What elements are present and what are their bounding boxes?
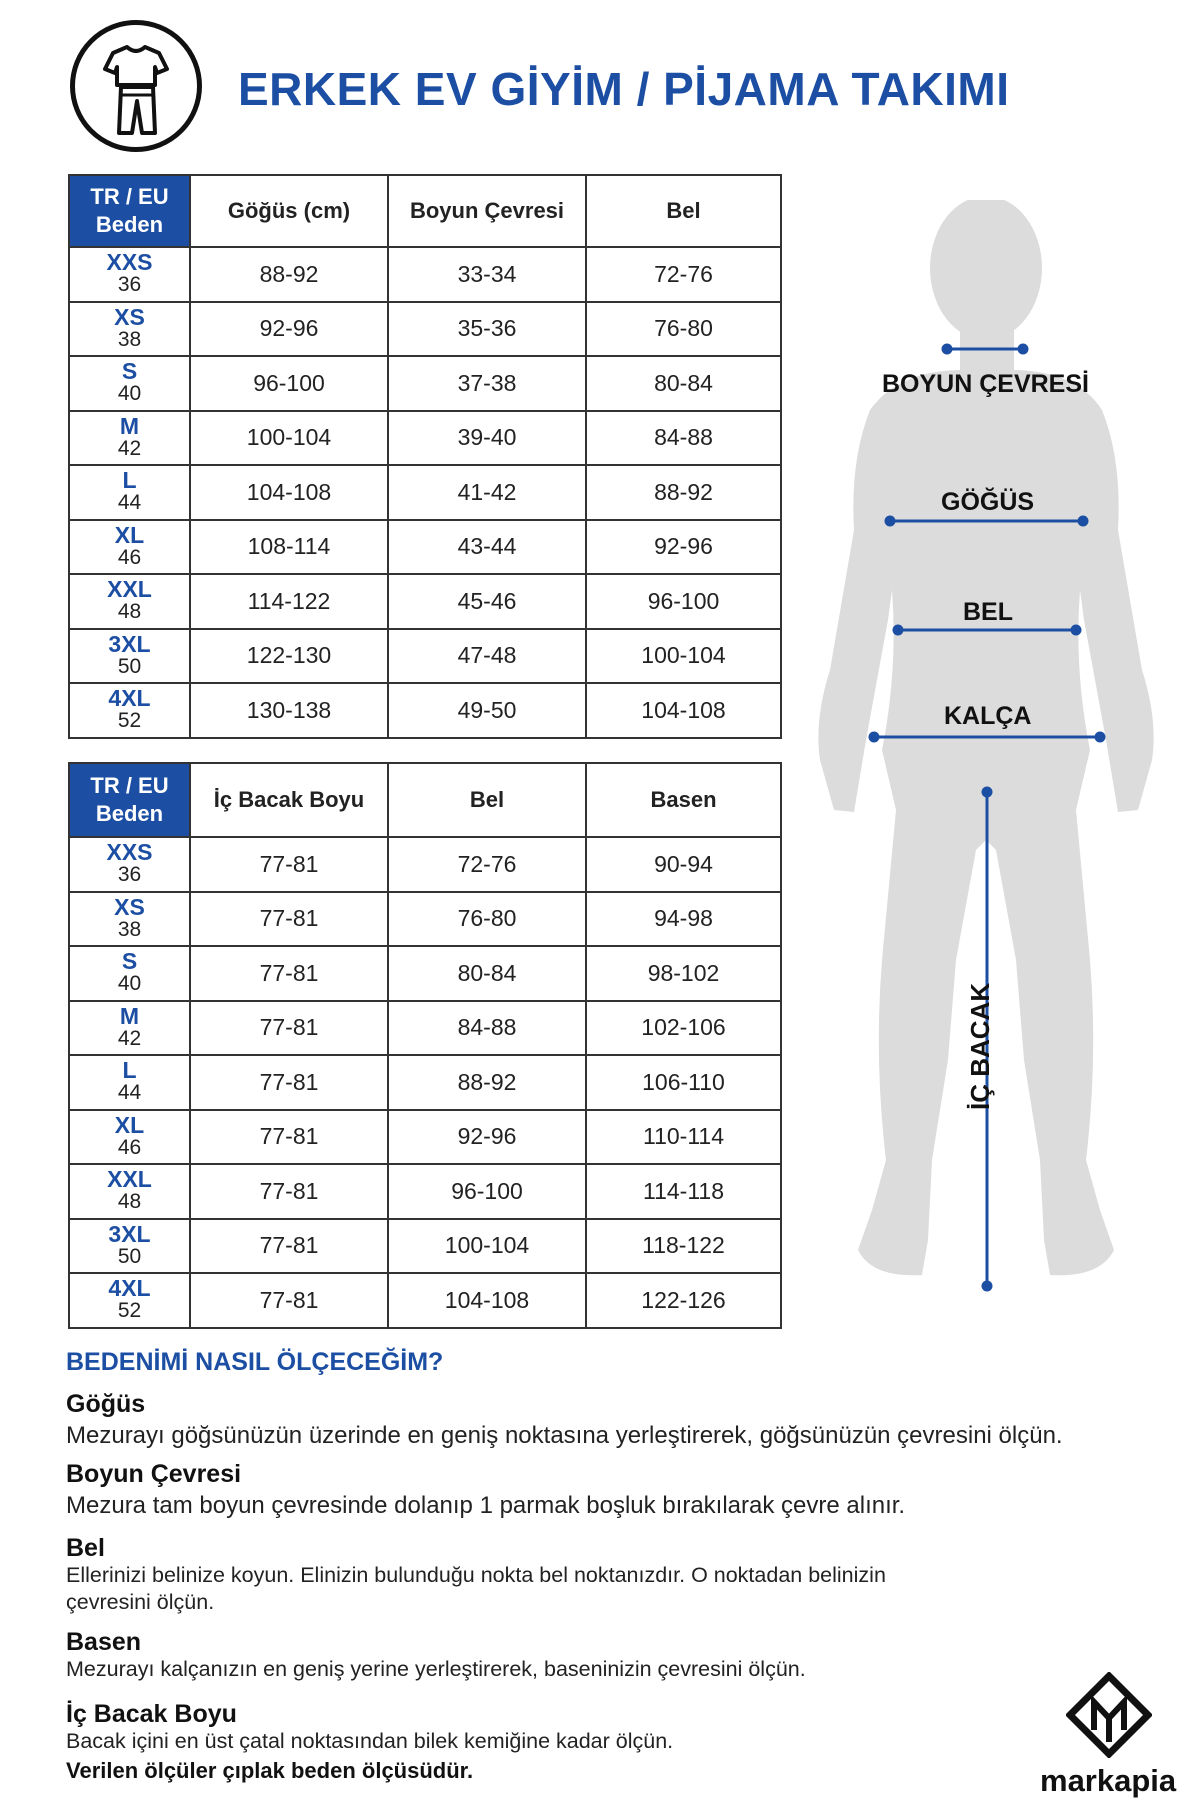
table-cell: 76-80 <box>586 302 781 357</box>
size-number: 48 <box>117 600 142 624</box>
table-cell: 77-81 <box>190 1001 388 1056</box>
table-cell: 49-50 <box>388 683 586 738</box>
table-cell: 104-108 <box>586 683 781 738</box>
size-number: 48 <box>117 1190 142 1214</box>
size-number: 40 <box>117 382 142 406</box>
size-number: 36 <box>117 863 142 887</box>
guide-waist-heading: Bel <box>66 1534 105 1562</box>
table-cell: 92-96 <box>190 302 388 357</box>
size-label: L <box>122 1057 137 1084</box>
size-label: M <box>119 1002 140 1029</box>
table-cell: 92-96 <box>586 520 781 575</box>
size-cell <box>69 946 190 1001</box>
size-label: 4XL <box>108 685 151 712</box>
guide-chest-text: Mezurayı göğsünüzün üzerinde en geniş noktasına yerleştirerek, göğsünüzün çevresini ölçün. <box>66 1422 1063 1449</box>
size-label: XL <box>114 1111 145 1138</box>
size-cell <box>69 683 190 738</box>
guide-inseam-text: Bacak içini en üst çatal noktasından bilek kemiğine kadar ölçün. <box>66 1729 674 1753</box>
table-cell: 84-88 <box>586 411 781 466</box>
table-cell: 39-40 <box>388 411 586 466</box>
bottom-size-table <box>68 762 782 1329</box>
table-cell: 98-102 <box>586 946 781 1001</box>
size-cell <box>69 574 190 629</box>
table-cell: 96-100 <box>190 356 388 411</box>
size-label: 4XL <box>108 1275 151 1302</box>
table-cell: 90-94 <box>586 837 781 892</box>
guide-chest-heading: Göğüs <box>66 1390 146 1418</box>
table-cell: 80-84 <box>388 946 586 1001</box>
table-cell: 43-44 <box>388 520 586 575</box>
size-label: 3XL <box>108 630 151 657</box>
size-number: 52 <box>117 709 142 733</box>
table-cell: 77-81 <box>190 1110 388 1165</box>
table-cell: 76-80 <box>388 892 586 947</box>
table-cell: 130-138 <box>190 683 388 738</box>
hip-label: KALÇA <box>944 702 1032 730</box>
table-cell: 41-42 <box>388 465 586 520</box>
size-number: 46 <box>117 1135 142 1159</box>
table-row <box>69 465 781 520</box>
brand-logo-icon <box>1066 1672 1152 1758</box>
chest-column-header: Göğüs (cm) <box>190 175 388 247</box>
chest-label: GÖĞÜS <box>941 488 1035 516</box>
size-cell <box>69 520 190 575</box>
table-cell: 33-34 <box>388 247 586 302</box>
size-label: XXS <box>106 249 153 276</box>
size-cell <box>69 1164 190 1219</box>
table-row <box>69 520 781 575</box>
size-number: 36 <box>117 273 142 297</box>
table-cell: 35-36 <box>388 302 586 357</box>
table-row <box>69 1219 781 1274</box>
size-column-header: TR / EU Beden <box>69 175 190 247</box>
size-number: 50 <box>117 1244 142 1268</box>
size-number: 44 <box>117 1081 142 1105</box>
table-cell: 114-118 <box>586 1164 781 1219</box>
table-row <box>69 946 781 1001</box>
guide-note: Verilen ölçüler çıplak beden ölçüsüdür. <box>66 1758 474 1783</box>
size-cell <box>69 411 190 466</box>
size-label: 3XL <box>108 1220 151 1247</box>
size-cell <box>69 837 190 892</box>
size-label: XL <box>114 521 145 548</box>
table-row <box>69 1001 781 1056</box>
table-cell: 102-106 <box>586 1001 781 1056</box>
hip-column-header: Basen <box>586 763 781 837</box>
table-cell: 77-81 <box>190 1055 388 1110</box>
neck-label: BOYUN ÇEVRESİ <box>882 370 1089 398</box>
guide-hip-text: Mezurayı kalçanızın en geniş yerine yerleştirerek, baseninizin çevresini ölçün. <box>66 1657 806 1681</box>
waist-label: BEL <box>963 598 1013 626</box>
size-cell <box>69 629 190 684</box>
size-cell <box>69 247 190 302</box>
table-cell: 72-76 <box>388 837 586 892</box>
table-row <box>69 837 781 892</box>
table-row <box>69 1164 781 1219</box>
table-cell: 104-108 <box>190 465 388 520</box>
brand-name: markapia <box>1040 1763 1177 1798</box>
table-cell: 77-81 <box>190 946 388 1001</box>
shirt-pants-icon <box>75 25 197 147</box>
table-cell: 72-76 <box>586 247 781 302</box>
table-cell: 100-104 <box>388 1219 586 1274</box>
table-cell: 84-88 <box>388 1001 586 1056</box>
table-cell: 94-98 <box>586 892 781 947</box>
size-number: 52 <box>117 1299 142 1323</box>
guide-inseam-heading: İç Bacak Boyu <box>66 1700 237 1728</box>
table-cell: 100-104 <box>190 411 388 466</box>
size-label: M <box>119 412 140 439</box>
table-row <box>69 629 781 684</box>
table-cell: 88-92 <box>388 1055 586 1110</box>
table-cell: 45-46 <box>388 574 586 629</box>
clothing-logo <box>70 20 202 152</box>
table-cell: 77-81 <box>190 837 388 892</box>
table-row <box>69 574 781 629</box>
size-label: XXL <box>107 1166 152 1193</box>
guide-waist-text: Ellerinizi belinize koyun. Elinizin bulunduğu nokta bel noktanızdır. O noktadan belinizin çevresini ölçün. <box>66 1563 886 1614</box>
table-row <box>69 1055 781 1110</box>
size-column-header: TR / EU Beden <box>69 763 190 837</box>
size-cell <box>69 892 190 947</box>
guide-neck-heading: Boyun Çevresi <box>66 1460 242 1488</box>
table-cell: 77-81 <box>190 1273 388 1328</box>
guide-title: BEDENİMİ NASIL ÖLÇECEĞİM? <box>66 1348 444 1376</box>
size-label: XS <box>114 303 145 330</box>
size-cell <box>69 1273 190 1328</box>
table-row <box>69 892 781 947</box>
size-number: 40 <box>117 972 142 996</box>
table-cell: 80-84 <box>586 356 781 411</box>
table-row <box>69 356 781 411</box>
table-cell: 47-48 <box>388 629 586 684</box>
table-cell: 77-81 <box>190 892 388 947</box>
waist-column-header: Bel <box>586 175 781 247</box>
table-cell: 77-81 <box>190 1219 388 1274</box>
table-cell: 96-100 <box>388 1164 586 1219</box>
table-row <box>69 1273 781 1328</box>
size-cell <box>69 465 190 520</box>
table-cell: 106-110 <box>586 1055 781 1110</box>
size-label: S <box>121 948 138 975</box>
size-cell <box>69 302 190 357</box>
size-cell <box>69 1110 190 1165</box>
guide-neck-text: Mezura tam boyun çevresinde dolanıp 1 parmak boşluk bırakılarak çevre alınır. <box>66 1492 906 1519</box>
size-label: XS <box>114 893 145 920</box>
size-number: 50 <box>117 654 142 678</box>
size-number: 46 <box>117 545 142 569</box>
inseam-column-header: İç Bacak Boyu <box>190 763 388 837</box>
size-cell <box>69 1001 190 1056</box>
waist-column-header: Bel <box>388 763 586 837</box>
table-row <box>69 411 781 466</box>
inseam-label: İÇ BACAK <box>965 982 995 1110</box>
size-number: 44 <box>117 491 142 515</box>
table-row <box>69 247 781 302</box>
size-cell <box>69 1219 190 1274</box>
table-cell: 104-108 <box>388 1273 586 1328</box>
size-label: XXL <box>107 576 152 603</box>
table-cell: 88-92 <box>190 247 388 302</box>
table-cell: 100-104 <box>586 629 781 684</box>
size-cell <box>69 1055 190 1110</box>
page-title: ERKEK EV GİYİM / PİJAMA TAKIMI <box>238 63 1010 115</box>
table-cell: 108-114 <box>190 520 388 575</box>
size-label: S <box>121 358 138 385</box>
table-cell: 77-81 <box>190 1164 388 1219</box>
size-number: 38 <box>117 327 142 351</box>
guide-hip-heading: Basen <box>66 1628 142 1656</box>
size-label: XXS <box>106 839 153 866</box>
table-cell: 92-96 <box>388 1110 586 1165</box>
table-cell: 110-114 <box>586 1110 781 1165</box>
table-cell: 122-126 <box>586 1273 781 1328</box>
size-label: L <box>122 467 137 494</box>
table-row <box>69 302 781 357</box>
table-row <box>69 1110 781 1165</box>
table-cell: 37-38 <box>388 356 586 411</box>
size-number: 38 <box>117 917 142 941</box>
size-number: 42 <box>117 1026 142 1050</box>
size-number: 42 <box>117 436 142 460</box>
size-cell <box>69 356 190 411</box>
table-cell: 114-122 <box>190 574 388 629</box>
table-cell: 88-92 <box>586 465 781 520</box>
top-size-table <box>68 174 782 739</box>
table-row <box>69 683 781 738</box>
table-cell: 122-130 <box>190 629 388 684</box>
neck-column-header: Boyun Çevresi <box>388 175 586 247</box>
table-cell: 118-122 <box>586 1219 781 1274</box>
table-cell: 96-100 <box>586 574 781 629</box>
